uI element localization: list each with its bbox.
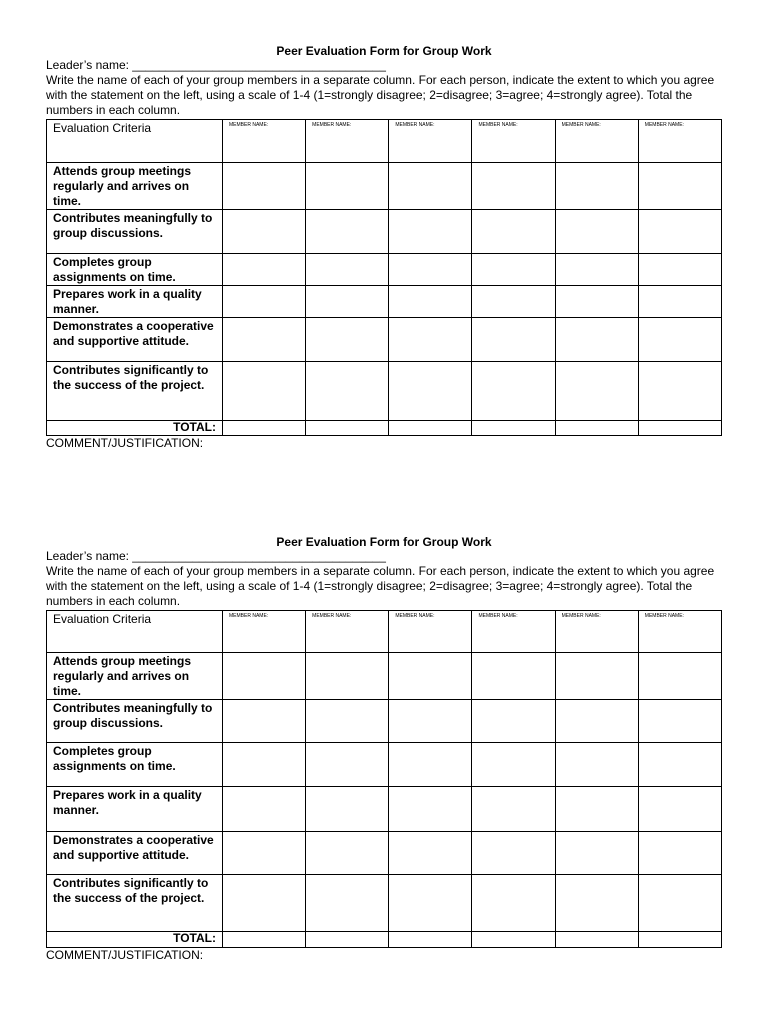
- peer-evaluation-form-1: [46, 44, 722, 450]
- score-cell[interactable]: [223, 787, 306, 832]
- member-name-header-3[interactable]: MEMBER NAME:: [389, 120, 472, 163]
- table-row: [47, 286, 722, 318]
- score-cell[interactable]: [306, 743, 389, 787]
- total-label: TOTAL:: [47, 932, 223, 948]
- leader-name-blank[interactable]: ______________________________________: [132, 549, 386, 563]
- score-cell[interactable]: [389, 875, 472, 932]
- score-cell[interactable]: [555, 210, 638, 254]
- total-cell[interactable]: [389, 421, 472, 436]
- criterion-label: Contributes meaningfully to group discussions.: [47, 210, 223, 254]
- total-cell[interactable]: [638, 932, 721, 948]
- total-cell[interactable]: [555, 932, 638, 948]
- score-cell[interactable]: [389, 362, 472, 421]
- score-cell[interactable]: [472, 318, 555, 362]
- table-row: [47, 743, 722, 787]
- member-name-header-4[interactable]: MEMBER NAME:: [472, 611, 555, 653]
- member-name-header-5[interactable]: MEMBER NAME:: [555, 611, 638, 653]
- score-cell[interactable]: [555, 362, 638, 421]
- score-cell[interactable]: [223, 254, 306, 286]
- total-row: [47, 421, 722, 436]
- peer-evaluation-form-2: [46, 535, 722, 962]
- criterion-label: Contributes significantly to the success of the project.: [47, 875, 223, 932]
- score-cell[interactable]: [306, 210, 389, 254]
- score-cell[interactable]: [223, 210, 306, 254]
- score-cell[interactable]: [389, 210, 472, 254]
- score-cell[interactable]: [472, 653, 555, 700]
- table-row: [47, 832, 722, 875]
- leader-name-line: [46, 58, 722, 73]
- score-cell[interactable]: [472, 832, 555, 875]
- total-cell[interactable]: [223, 421, 306, 436]
- form-instructions: Write the name of each of your group members in a separate column. For each person, indicate the extent to which you agree with the statement on the left, using a scale of 1-4 (1=strongly disagree; 2=disagree; 3=agree; 4=strongly agree). Total the numbers in each column.: [46, 564, 715, 608]
- score-cell[interactable]: [306, 700, 389, 743]
- table-row: [47, 163, 722, 210]
- score-cell[interactable]: [638, 653, 721, 700]
- criterion-label: Demonstrates a cooperative and supportive attitude.: [47, 318, 223, 362]
- total-cell[interactable]: [389, 932, 472, 948]
- score-cell[interactable]: [555, 286, 638, 318]
- score-cell[interactable]: [555, 787, 638, 832]
- member-name-header-6[interactable]: MEMBER NAME:: [638, 120, 721, 163]
- member-name-header-5[interactable]: MEMBER NAME:: [555, 120, 638, 163]
- criterion-label: Attends group meetings regularly and arrives on time.: [47, 163, 223, 210]
- score-cell[interactable]: [223, 163, 306, 210]
- total-cell[interactable]: [555, 421, 638, 436]
- table-row: [47, 362, 722, 421]
- header-row: [47, 120, 722, 163]
- total-cell[interactable]: [306, 932, 389, 948]
- score-cell[interactable]: [223, 743, 306, 787]
- score-cell[interactable]: [638, 743, 721, 787]
- criterion-label: Completes group assignments on time.: [47, 743, 223, 787]
- score-cell[interactable]: [223, 362, 306, 421]
- total-cell[interactable]: [472, 421, 555, 436]
- score-cell[interactable]: [472, 254, 555, 286]
- score-cell[interactable]: [472, 362, 555, 421]
- score-cell[interactable]: [472, 875, 555, 932]
- score-cell[interactable]: [389, 653, 472, 700]
- score-cell[interactable]: [389, 787, 472, 832]
- criterion-label: Contributes significantly to the success of the project.: [47, 362, 223, 421]
- member-name-header-1[interactable]: MEMBER NAME:: [223, 611, 306, 653]
- total-cell[interactable]: [306, 421, 389, 436]
- total-cell[interactable]: [472, 932, 555, 948]
- score-cell[interactable]: [555, 700, 638, 743]
- criteria-header: Evaluation Criteria: [47, 611, 223, 653]
- member-name-header-2[interactable]: MEMBER NAME:: [306, 120, 389, 163]
- score-cell[interactable]: [472, 163, 555, 210]
- criterion-label: Attends group meetings regularly and arrives on time.: [47, 653, 223, 700]
- score-cell[interactable]: [306, 254, 389, 286]
- score-cell[interactable]: [638, 787, 721, 832]
- member-name-header-6[interactable]: MEMBER NAME:: [638, 611, 721, 653]
- score-cell[interactable]: [223, 700, 306, 743]
- score-cell[interactable]: [389, 318, 472, 362]
- score-cell[interactable]: [555, 254, 638, 286]
- table-row: [47, 653, 722, 700]
- score-cell[interactable]: [638, 210, 721, 254]
- score-cell[interactable]: [306, 362, 389, 421]
- score-cell[interactable]: [555, 318, 638, 362]
- table-row: [47, 700, 722, 743]
- total-label: TOTAL:: [47, 421, 223, 436]
- score-cell[interactable]: [389, 832, 472, 875]
- criterion-label: Demonstrates a cooperative and supportive attitude.: [47, 832, 223, 875]
- score-cell[interactable]: [555, 163, 638, 210]
- comment-label: COMMENT/JUSTIFICATION:: [46, 436, 204, 450]
- score-cell[interactable]: [306, 875, 389, 932]
- score-cell[interactable]: [555, 653, 638, 700]
- total-cell[interactable]: [638, 421, 721, 436]
- score-cell[interactable]: [306, 318, 389, 362]
- score-cell[interactable]: [306, 286, 389, 318]
- table-row: [47, 254, 722, 286]
- score-cell[interactable]: [389, 743, 472, 787]
- score-cell[interactable]: [472, 210, 555, 254]
- score-cell[interactable]: [638, 254, 721, 286]
- score-cell[interactable]: [389, 254, 472, 286]
- score-cell[interactable]: [223, 875, 306, 932]
- form-title: Peer Evaluation Form for Group Work: [276, 535, 492, 549]
- score-cell[interactable]: [306, 653, 389, 700]
- score-cell[interactable]: [223, 653, 306, 700]
- total-row: [47, 932, 722, 948]
- score-cell[interactable]: [638, 163, 721, 210]
- score-cell[interactable]: [472, 286, 555, 318]
- score-cell[interactable]: [638, 700, 721, 743]
- member-name-header-3[interactable]: MEMBER NAME:: [389, 611, 472, 653]
- table-row: [47, 318, 722, 362]
- table-row: [47, 210, 722, 254]
- score-cell[interactable]: [389, 286, 472, 318]
- score-cell[interactable]: [638, 286, 721, 318]
- score-cell[interactable]: [223, 286, 306, 318]
- evaluation-table: [46, 119, 722, 436]
- criterion-label: Contributes meaningfully to group discussions.: [47, 700, 223, 743]
- score-cell[interactable]: [472, 743, 555, 787]
- criteria-header: Evaluation Criteria: [47, 120, 223, 163]
- total-cell[interactable]: [223, 932, 306, 948]
- leader-name-label: Leader’s name:: [46, 58, 129, 72]
- leader-name-blank[interactable]: ______________________________________: [132, 58, 386, 72]
- score-cell[interactable]: [638, 875, 721, 932]
- form-instructions: Write the name of each of your group members in a separate column. For each person, indicate the extent to which you agree with the statement on the left, using a scale of 1-4 (1=strongly disagree; 2=disagree; 3=agree; 4=strongly agree). Total the numbers in each column.: [46, 73, 715, 117]
- criterion-label: Prepares work in a quality manner.: [47, 286, 223, 318]
- score-cell[interactable]: [472, 700, 555, 743]
- score-cell[interactable]: [472, 787, 555, 832]
- score-cell[interactable]: [555, 875, 638, 932]
- score-cell[interactable]: [306, 787, 389, 832]
- score-cell[interactable]: [555, 743, 638, 787]
- score-cell[interactable]: [638, 832, 721, 875]
- score-cell[interactable]: [223, 318, 306, 362]
- table-row: [47, 787, 722, 832]
- comment-label: COMMENT/JUSTIFICATION:: [46, 948, 204, 962]
- header-row: [47, 611, 722, 653]
- leader-name-label: Leader’s name:: [46, 549, 129, 563]
- member-name-header-4[interactable]: MEMBER NAME:: [472, 120, 555, 163]
- member-name-header-1[interactable]: MEMBER NAME:: [223, 120, 306, 163]
- leader-name-line: [46, 549, 722, 564]
- score-cell[interactable]: [555, 832, 638, 875]
- score-cell[interactable]: [389, 163, 472, 210]
- criterion-label: Prepares work in a quality manner.: [47, 787, 223, 832]
- criterion-label: Completes group assignments on time.: [47, 254, 223, 286]
- member-name-header-2[interactable]: MEMBER NAME:: [306, 611, 389, 653]
- evaluation-table: [46, 610, 722, 948]
- score-cell[interactable]: [306, 832, 389, 875]
- score-cell[interactable]: [306, 163, 389, 210]
- form-title: Peer Evaluation Form for Group Work: [276, 44, 492, 58]
- score-cell[interactable]: [223, 832, 306, 875]
- score-cell[interactable]: [638, 318, 721, 362]
- score-cell[interactable]: [638, 362, 721, 421]
- score-cell[interactable]: [389, 700, 472, 743]
- table-row: [47, 875, 722, 932]
